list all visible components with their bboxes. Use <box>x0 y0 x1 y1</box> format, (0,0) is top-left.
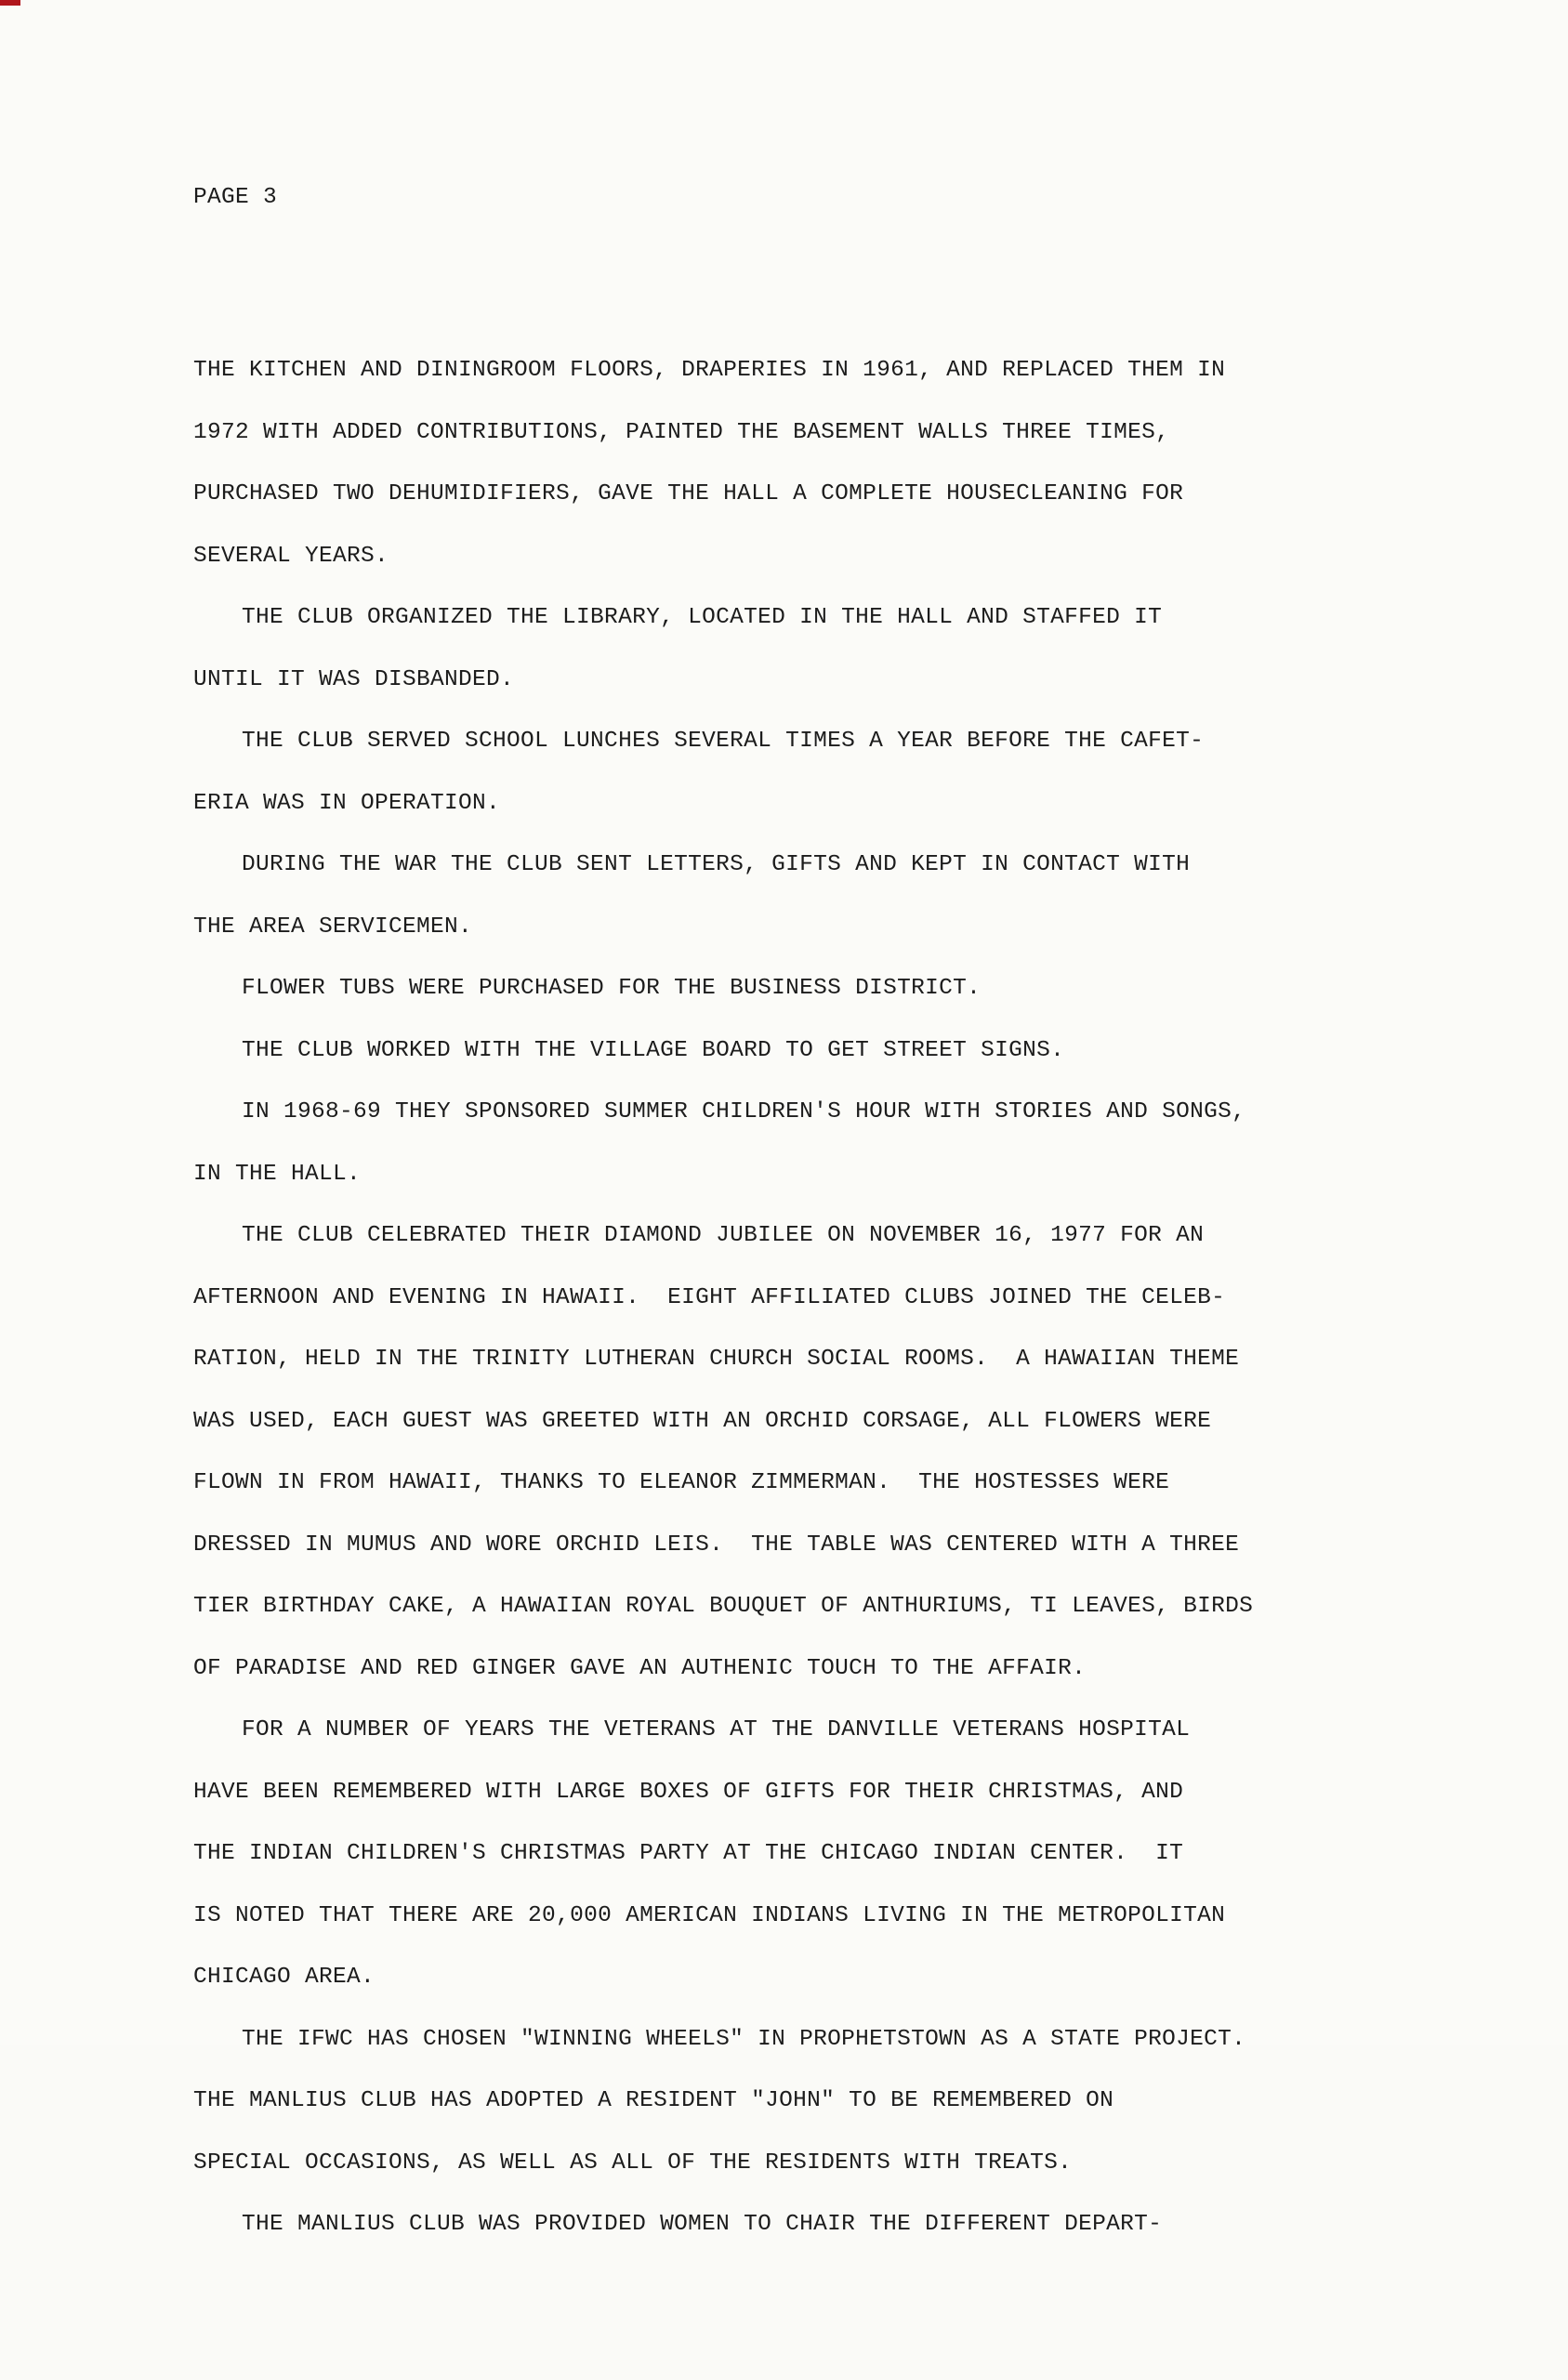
text-line: THE CLUB CELEBRATED THEIR DIAMOND JUBILEE ON NOVEMBER 16, 1977 FOR AN <box>242 1223 1205 1248</box>
text-lines <box>193 340 1402 2256</box>
text-line: CHICAGO AREA. <box>193 1965 376 1990</box>
text-line: DURING THE WAR THE CLUB SENT LETTERS, GIFTS AND KEPT IN CONTACT WITH <box>242 852 1191 877</box>
text-line: HAVE BEEN REMEMBERED WITH LARGE BOXES OF GIFTS FOR THEIR CHRISTMAS, AND <box>193 1779 1184 1805</box>
text-line: THE KITCHEN AND DININGROOM FLOORS, DRAPERIES IN 1961, AND REPLACED THEM IN <box>193 358 1226 383</box>
typed-text-body <box>193 56 1402 2380</box>
text-line: SEVERAL YEARS. <box>193 543 389 569</box>
text-line: TIER BIRTHDAY CAKE, A HAWAIIAN ROYAL BOUQUET OF ANTHURIUMS, TI LEAVES, BIRDS <box>193 1594 1254 1619</box>
text-line: 1972 WITH ADDED CONTRIBUTIONS, PAINTED THE BASEMENT WALLS THREE TIMES, <box>193 419 1170 445</box>
text-line: THE CLUB ORGANIZED THE LIBRARY, LOCATED IN THE HALL AND STAFFED IT <box>242 605 1163 630</box>
text-line: THE MANLIUS CLUB WAS PROVIDED WOMEN TO CHAIR THE DIFFERENT DEPART- <box>242 2212 1163 2237</box>
text-line: IN THE HALL. <box>193 1161 362 1187</box>
text-line: OF PARADISE AND RED GINGER GAVE AN AUTHENIC TOUCH TO THE AFFAIR. <box>193 1655 1087 1681</box>
text-line: FOR A NUMBER OF YEARS THE VETERANS AT THE DANVILLE VETERANS HOSPITAL <box>242 1717 1191 1742</box>
text-line: WAS USED, EACH GUEST WAS GREETED WITH AN ORCHID CORSAGE, ALL FLOWERS WERE <box>193 1408 1212 1434</box>
text-line: RATION, HELD IN THE TRINITY LUTHERAN CHURCH SOCIAL ROOMS. A HAWAIIAN THEME <box>193 1347 1240 1372</box>
text-line: ERIA WAS IN OPERATION. <box>193 790 501 816</box>
text-line: AFTERNOON AND EVENING IN HAWAII. EIGHT AFFILIATED CLUBS JOINED THE CELEB- <box>193 1284 1226 1310</box>
corner-mark <box>0 0 20 6</box>
text-line: THE AREA SERVICEMEN. <box>193 914 473 940</box>
text-line: SPECIAL OCCASIONS, AS WELL AS ALL OF THE RESIDENTS WITH TREATS. <box>193 2150 1073 2176</box>
text-line: THE MANLIUS CLUB HAS ADOPTED A RESIDENT "JOHN" TO BE REMEMBERED ON <box>193 2088 1114 2113</box>
text-line: DRESSED IN MUMUS AND WORE ORCHID LEIS. THE TABLE WAS CENTERED WITH A THREE <box>193 1532 1240 1558</box>
text-line: PURCHASED TWO DEHUMIDIFIERS, GAVE THE HALL A COMPLETE HOUSECLEANING FOR <box>193 481 1184 506</box>
text-line: THE CLUB WORKED WITH THE VILLAGE BOARD TO GET STREET SIGNS. <box>242 1037 1065 1063</box>
text-line: THE INDIAN CHILDREN'S CHRISTMAS PARTY AT THE CHICAGO INDIAN CENTER. IT <box>193 1841 1184 1866</box>
text-line: FLOWN IN FROM HAWAII, THANKS TO ELEANOR ZIMMERMAN. THE HOSTESSES WERE <box>193 1470 1170 1495</box>
text-line: THE IFWC HAS CHOSEN "WINNING WHEELS" IN PROPHETSTOWN AS A STATE PROJECT. <box>242 2026 1246 2052</box>
text-line: IS NOTED THAT THERE ARE 20,000 AMERICAN INDIANS LIVING IN THE METROPOLITAN <box>193 1902 1226 1928</box>
text-line: FLOWER TUBS WERE PURCHASED FOR THE BUSINESS DISTRICT. <box>242 976 982 1001</box>
text-line: THE CLUB SERVED SCHOOL LUNCHES SEVERAL TIMES A YEAR BEFORE THE CAFET- <box>242 729 1205 754</box>
text-line: IN 1968-69 THEY SPONSORED SUMMER CHILDREN'S HOUR WITH STORIES AND SONGS, <box>242 1099 1246 1124</box>
page-label: PAGE 3 <box>193 185 278 210</box>
text-line: UNTIL IT WAS DISBANDED. <box>193 666 515 692</box>
